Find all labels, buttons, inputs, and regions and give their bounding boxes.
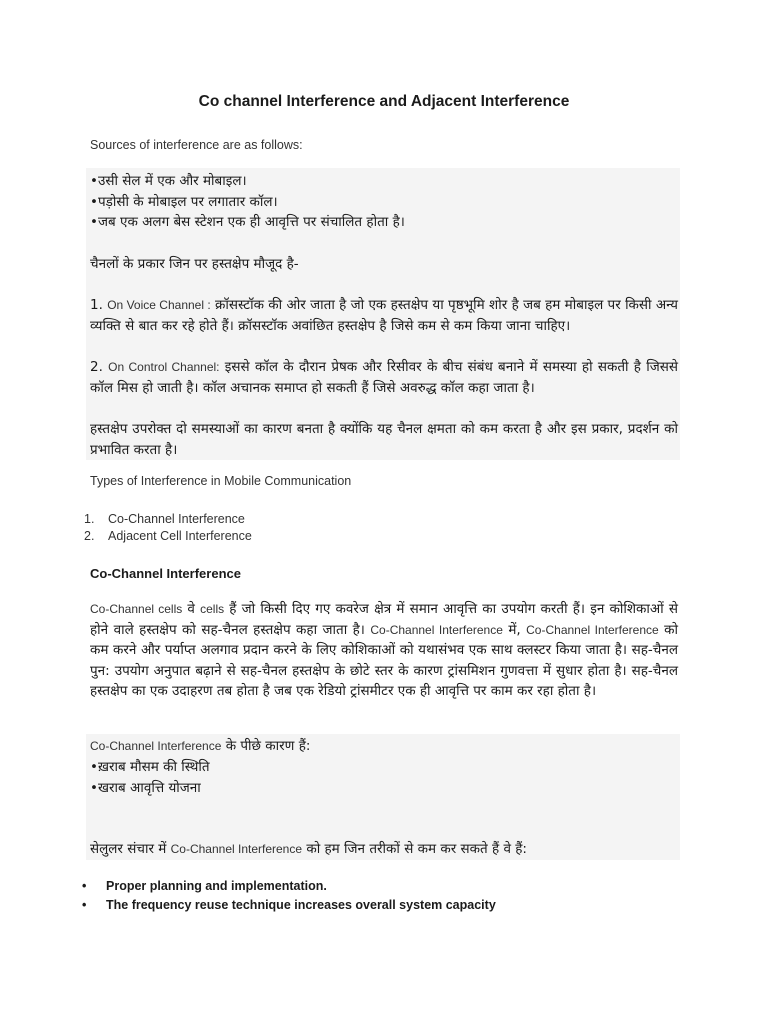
control-channel-paragraph <box>90 357 678 398</box>
reduce-line <box>90 839 527 860</box>
voice-num: 1. <box>90 297 103 313</box>
cci-span: Co-Channel Interference <box>526 622 659 637</box>
reason-item: •खराब आवृत्ति योजना <box>90 779 201 796</box>
reduce-span: Co-Channel Interference <box>170 842 303 856</box>
reasons-lead: Co-Channel Interference <box>90 739 222 753</box>
reduce-span: सेलुलर संचार में <box>90 841 171 857</box>
voice-label: On Voice Channel : <box>107 298 211 312</box>
reasons-heading <box>90 736 310 757</box>
control-text: इससे कॉल के दौरान प्रेषक और रिसीवर के बीच संबंध बनाने में समस्या हो सकती है जिससे कॉल मिस हो जाती है। कॉल अचानक समाप्त हो सकती हैं जिसे अवरुद्ध कॉल कहा जाता है। <box>90 359 678 396</box>
source-item: •पड़ोसी के मोबाइल पर लगातार कॉल। <box>90 193 278 210</box>
channel-types-heading: चैनलों के प्रकार जिन पर हस्तक्षेप मौजूद है- <box>90 256 299 272</box>
control-label: On Control Channel: <box>108 360 220 374</box>
reasons-list <box>90 757 210 798</box>
cci-span: में, <box>502 621 527 638</box>
method-item: • Proper planning and implementation. <box>82 877 496 896</box>
sources-list <box>90 171 678 233</box>
sources-intro: Sources of interference are as follows: <box>90 138 303 152</box>
cci-span: Co-Channel cells <box>90 602 183 616</box>
control-num: 2. <box>90 359 103 375</box>
cci-span: हैं जो किसी दिए गए कवरेज क्षेत्र में समान आवृत्ति का उपयोग करती हैं। इन कोशिकाओं से होने वाले हस्तक्षेप को सह-चैनल हस्तक्षेप कहा जाता है। <box>90 601 678 638</box>
cci-span: Co-Channel Interference <box>370 622 503 637</box>
reasons-tail: के पीछे कारण हैं: <box>221 738 311 754</box>
cci-heading: Co-Channel Interference <box>90 566 241 581</box>
source-item: •जब एक अलग बेस स्टेशन एक ही आवृत्ति पर संचालित होता है। <box>90 214 405 230</box>
types-heading: Types of Interference in Mobile Communication <box>90 474 352 488</box>
type-num: 2. <box>84 528 95 543</box>
capacity-paragraph: हस्तक्षेप उपरोक्त दो समस्याओं का कारण बनता है क्योंकि यह चैनल क्षमता को कम करता है और इस प्रकार, प्रदर्शन को प्रभावित करता है। <box>90 421 678 458</box>
cci-paragraph <box>90 599 678 702</box>
type-label: Adjacent Cell Interference <box>108 528 252 543</box>
type-item <box>84 511 252 528</box>
type-num: 1. <box>84 512 95 526</box>
voice-text: क्रॉसस्टॉक की ओर जाता है जो एक हस्तक्षेप या पृष्ठभूमि शोर है जब हम मोबाइल पर किसी अन्य व्यक्ति से बात कर रहे होते हैं। क्रॉसस्टॉक अवांछित हस्तक्षेप है जिसे कम से कम किया जाना चाहिए। <box>90 297 678 334</box>
type-label: Co-Channel Interference <box>108 512 245 526</box>
type-item <box>84 528 252 545</box>
cci-span: को कम करने और पर्याप्त अलगाव प्रदान करने के लिए कोशिकाओं को यथासंभव एक साथ क्लस्टर किया जाता है। सह-चैनल पुन: उपयोग अनुपात बढ़ाने से सह-चैनल हस्तक्षेप के छोटे स्तर के कारण ट्रांसमिशन गुणवत्ता में सुधार होता है। सह-चैनल हस्तक्षेप का एक उदाहरण तब होता है जब एक रेडियो ट्रांसमीटर एक ही आवृत्ति पर काम कर रहा होता है। <box>90 621 678 699</box>
methods-list <box>82 877 496 914</box>
voice-channel-paragraph <box>90 295 678 336</box>
reason-item: •ख़राब मौसम की स्थिति <box>90 759 210 775</box>
reduce-span: को हम जिन तरीकों से कम कर सकते हैं वे हैं: <box>302 841 527 857</box>
cci-span: वे <box>182 601 201 617</box>
document-title: Co channel Interference and Adjacent Interference <box>198 93 570 110</box>
types-list <box>84 511 252 544</box>
method-item: • The frequency reuse technique increases overall system capacity <box>82 896 496 915</box>
source-item: •उसी सेल में एक और मोबाइल। <box>90 173 247 189</box>
cci-span: cells <box>200 602 225 616</box>
